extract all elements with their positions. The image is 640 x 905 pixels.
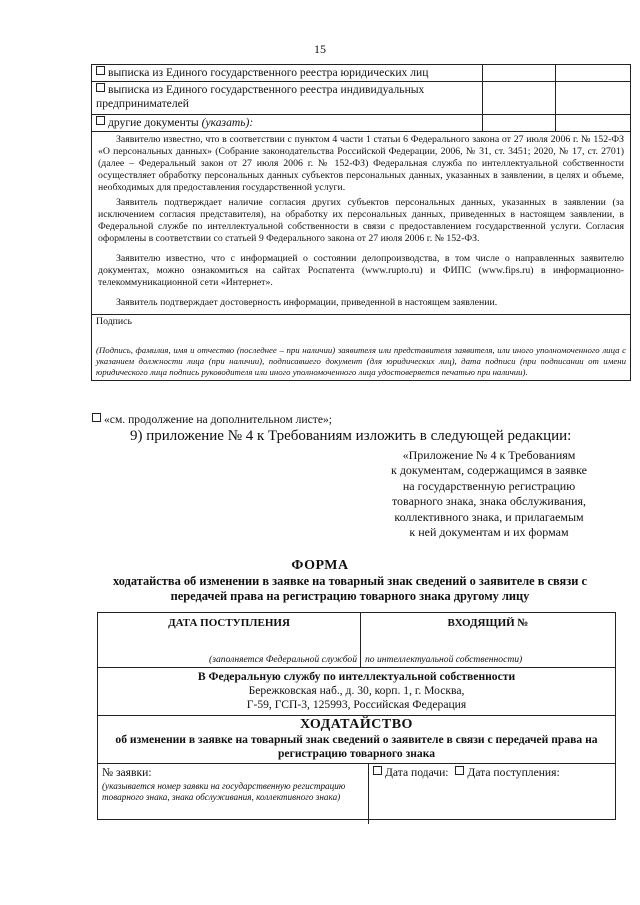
checkbox-receipt-date[interactable] bbox=[455, 766, 464, 775]
appendix-header bbox=[383, 448, 595, 540]
petition-form bbox=[97, 612, 616, 820]
continuation-note: «см. продолжение на дополнительном листе»; bbox=[92, 413, 332, 426]
date-received-label: ДАТА ПОСТУПЛЕНИЯ bbox=[168, 617, 290, 629]
consent-paragraph-2: Заявитель подтверждает наличие согласия других субъектов персональных данных, указанных в заявлении (за исключением согласия представителя), на обработку их персональных данных, приведенных в настоящем заявлении, в Федеральной службе по интеллектуальной собственности в связи с предоставлением государственной услуги. Согласия оформлены в соответствии со статьей 9 Федерального закона от 27 июля 2006 г. № 152-ФЗ. bbox=[98, 197, 624, 244]
edit-instruction: 9) приложение № 4 к Требованиям изложить в следующей редакции: bbox=[130, 428, 572, 444]
application-row bbox=[98, 764, 615, 824]
application-number-label: № заявки: bbox=[102, 766, 152, 779]
incoming-number-label: ВХОДЯЩИЙ № bbox=[447, 617, 529, 629]
filled-by-right: по интеллектуальной собственности) bbox=[365, 654, 523, 665]
appendix-line: к ней документам и их формам bbox=[409, 525, 569, 540]
checkbox-other-docs[interactable] bbox=[96, 116, 105, 125]
appendix-line: к документам, содержащимся в заявке bbox=[391, 463, 587, 478]
doc-row-other bbox=[92, 115, 630, 132]
incoming-number-cell[interactable] bbox=[361, 613, 615, 667]
doc-egrul-label: выписка из Единого государственного реестра юридических лиц bbox=[108, 66, 429, 79]
page-number: 15 bbox=[314, 42, 326, 56]
forma-heading: ФОРМА bbox=[291, 558, 349, 573]
petition-title: ХОДАТАЙСТВО bbox=[300, 717, 413, 732]
appendix-line: на государственную регистрацию bbox=[402, 478, 576, 493]
dates-cell bbox=[369, 764, 615, 824]
doc-egrip-label: выписка из Единого государственного реестра индивидуальных предпринимателей bbox=[96, 83, 425, 110]
petition-subtitle: об изменении в заявке на товарный знак сведений о заявителе в связи с передачей права на регистрацию товарного знака bbox=[115, 733, 598, 760]
signature-title: Подпись bbox=[96, 316, 132, 327]
petition-heading bbox=[98, 717, 615, 764]
consent-paragraph-3: Заявителю известно, что с информацией о состоянии делопроизводства, в том числе о направленных заявителю документах, можно ознакомиться на сайтах Роспатента (www.rupto.ru) и ФИПС (www.fips.ru) в информационно-телекоммуникационной сети «Интернет». bbox=[98, 253, 624, 288]
filled-by-left: (заполняется Федеральной службой bbox=[209, 654, 357, 665]
doc-other-label: другие документы bbox=[108, 116, 199, 129]
doc-row-egrip bbox=[92, 82, 630, 115]
consent-paragraph-4: Заявитель подтверждает достоверность информации, приведенной в настоящем заявлении. bbox=[116, 297, 498, 308]
signature-note: (Подпись, фамилия, имя и отчество (последнее – при наличии) заявителя или представителя заявителя, или иного уполномоченного лица с указанием должности лица (при наличии), подписавшего документ (для юридических лиц), дата подписи (при подписании от имени юридического лица подпись руководителя или иного уполномоченного лица удостоверяется печатью при наличии). bbox=[96, 345, 626, 377]
receipt-row bbox=[98, 613, 615, 668]
appendix-line: коллективного знака, и прилагаемым bbox=[394, 509, 584, 524]
address-line: Бережковская наб., д. 30, корп. 1, г. Москва, bbox=[248, 684, 465, 697]
addressee-title: В Федеральную службу по интеллектуальной собственности bbox=[197, 670, 516, 683]
application-number-cell[interactable] bbox=[98, 764, 369, 824]
date-received-cell[interactable] bbox=[98, 613, 361, 667]
consent-block bbox=[92, 132, 630, 315]
checkbox-egrip[interactable] bbox=[96, 83, 105, 92]
doc-row-egrul bbox=[92, 65, 630, 82]
checkbox-continuation[interactable] bbox=[92, 413, 101, 422]
addressee-block bbox=[98, 668, 615, 716]
checkbox-filing-date[interactable] bbox=[373, 766, 382, 775]
documents-table bbox=[91, 64, 631, 381]
address-line: Г-59, ГСП-3, 125993, Российская Федерация bbox=[246, 698, 467, 711]
filing-date-label: Дата подачи: bbox=[385, 766, 449, 779]
checkbox-egrul[interactable] bbox=[96, 66, 105, 75]
appendix-line: «Приложение № 4 к Требованиям bbox=[402, 448, 576, 462]
doc-other-hint: (указать): bbox=[201, 116, 254, 129]
consent-paragraph-1: Заявителю известно, что в соответствии с пунктом 4 части 1 статьи 6 Федерального закона от 27 июля 2006 г. № 152-ФЗ «О персональных данных» (Собрание законодательства Российской Федерации, 2006, № 31, ст. 3451; 2020, № 17, ст. 2701) (далее – Федеральный закон от 27 июля 2006 г. № 152-ФЗ) Федеральная служба по интеллектуальной собственности осуществляет обработку персональных данных субъектов персональных данных, указанных в заявлении, в целях и объеме, необходимых для предоставления государственной услуги. bbox=[98, 134, 624, 193]
form-title: ходатайства об изменении в заявке на товарный знак сведений о заявителе в связи с передачей права на регистрацию товарного знака другому лицу bbox=[113, 574, 587, 603]
receipt-date-label: Дата поступления: bbox=[467, 766, 560, 779]
application-number-hint: (указывается номер заявки на государственную регистрацию товарного знака, знака обслуживания, коллективного знака) bbox=[102, 781, 346, 802]
signature-block bbox=[92, 315, 630, 380]
appendix-line: товарного знака, знака обслуживания, bbox=[391, 494, 587, 509]
